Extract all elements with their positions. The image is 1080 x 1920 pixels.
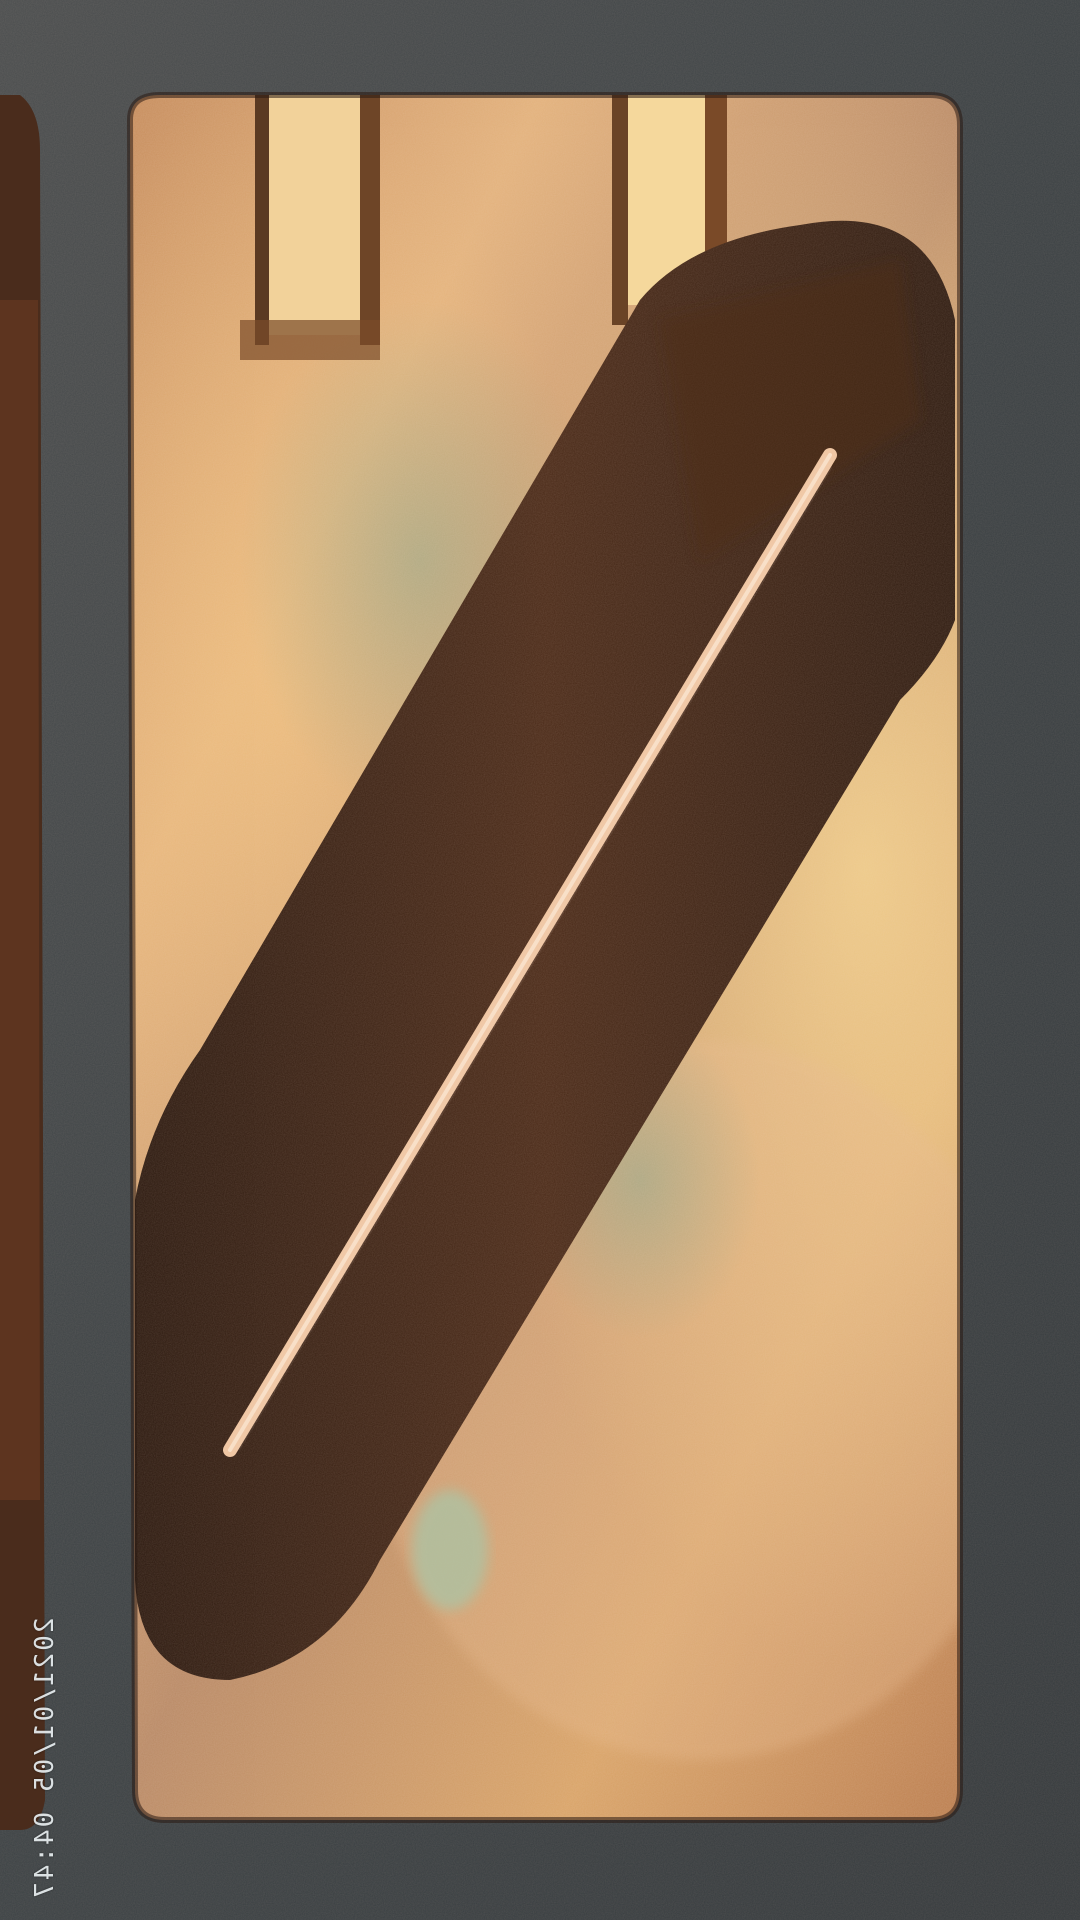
type-slug [100,80,1030,1840]
timestamp-overlay [30,1618,60,1900]
timestamp-time: 04:47 [30,1811,60,1900]
timestamp-date: 2021/01/05 [30,1617,60,1795]
